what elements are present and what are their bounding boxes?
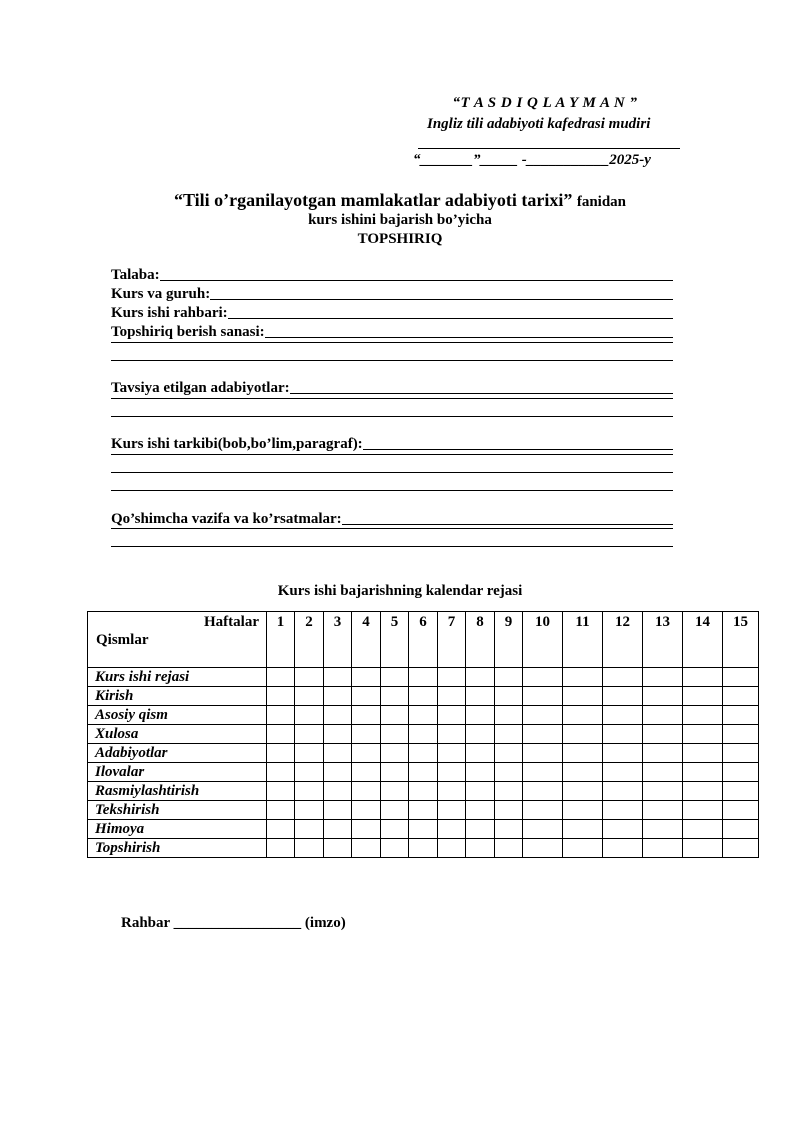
table-row: [88, 801, 759, 820]
schedule-cell[interactable]: [295, 744, 324, 763]
schedule-cell[interactable]: [643, 668, 683, 687]
schedule-cell[interactable]: [409, 763, 438, 782]
schedule-cell[interactable]: [723, 839, 759, 858]
schedule-cell[interactable]: [723, 763, 759, 782]
schedule-cell[interactable]: [438, 782, 466, 801]
schedule-cell[interactable]: [683, 687, 723, 706]
schedule-cell[interactable]: [409, 744, 438, 763]
approval-title: “T A S D I Q L A Y M A N ”: [452, 95, 638, 111]
schedule-cell[interactable]: [352, 820, 381, 839]
schedule-cell[interactable]: [723, 801, 759, 820]
blank-line[interactable]: [111, 490, 673, 491]
schedule-cell[interactable]: [495, 725, 523, 744]
schedule-cell[interactable]: [267, 782, 295, 801]
supervisor-signature: Rahbar _________________ (imzo): [121, 915, 346, 931]
schedule-cell[interactable]: [683, 839, 723, 858]
schedule-cell[interactable]: [352, 744, 381, 763]
schedule-cell[interactable]: [603, 668, 643, 687]
calendar-table: [87, 611, 759, 858]
week-header: 1: [267, 612, 295, 668]
schedule-cell[interactable]: [466, 725, 495, 744]
extra-label: Qo’shimcha vazifa va ko’rsatmalar:: [111, 511, 342, 527]
assign-date-label: Topshiriq berish sanasi:: [111, 324, 265, 340]
schedule-cell[interactable]: [563, 668, 603, 687]
schedule-cell[interactable]: [683, 801, 723, 820]
schedule-cell[interactable]: [603, 820, 643, 839]
schedule-cell[interactable]: [438, 839, 466, 858]
schedule-cell[interactable]: [495, 763, 523, 782]
schedule-cell[interactable]: [683, 744, 723, 763]
schedule-cell[interactable]: [523, 801, 563, 820]
schedule-cell[interactable]: [295, 820, 324, 839]
schedule-cell[interactable]: [563, 782, 603, 801]
schedule-cell[interactable]: [563, 801, 603, 820]
schedule-cell[interactable]: [352, 839, 381, 858]
table-row: [88, 744, 759, 763]
extra-line[interactable]: [342, 524, 673, 525]
schedule-cell[interactable]: [381, 801, 409, 820]
schedule-cell[interactable]: [267, 687, 295, 706]
approval-signature-line: [418, 133, 680, 149]
approval-position: Ingliz tili adabiyoti kafedrasi mudiri: [427, 116, 651, 132]
schedule-cell[interactable]: [352, 763, 381, 782]
schedule-cell[interactable]: [409, 706, 438, 725]
blank-line[interactable]: [111, 472, 673, 473]
week-header: 5: [381, 612, 409, 668]
schedule-cell[interactable]: [523, 782, 563, 801]
schedule-cell[interactable]: [324, 725, 352, 744]
week-header: 7: [438, 612, 466, 668]
week-header: 15: [723, 612, 759, 668]
week-header: 3: [324, 612, 352, 668]
schedule-cell[interactable]: [324, 744, 352, 763]
week-header: 12: [603, 612, 643, 668]
table-row: [88, 668, 759, 687]
schedule-cell[interactable]: [324, 763, 352, 782]
schedule-cell[interactable]: [466, 706, 495, 725]
schedule-cell[interactable]: [466, 744, 495, 763]
schedule-cell[interactable]: [438, 763, 466, 782]
schedule-cell[interactable]: [643, 763, 683, 782]
schedule-cell[interactable]: [723, 668, 759, 687]
part-name: Tekshirish: [88, 801, 267, 820]
part-name: Rasmiylashtirish: [88, 782, 267, 801]
literature-line[interactable]: [290, 393, 673, 394]
schedule-cell[interactable]: [267, 839, 295, 858]
part-name: Adabiyotlar: [88, 744, 267, 763]
schedule-cell[interactable]: [563, 687, 603, 706]
schedule-cell[interactable]: [295, 763, 324, 782]
schedule-cell[interactable]: [438, 706, 466, 725]
schedule-cell[interactable]: [295, 801, 324, 820]
part-name: Himoya: [88, 820, 267, 839]
schedule-cell[interactable]: [683, 725, 723, 744]
blank-line[interactable]: [111, 360, 673, 361]
schedule-cell[interactable]: [723, 687, 759, 706]
blank-line[interactable]: [111, 342, 673, 343]
schedule-cell[interactable]: [523, 687, 563, 706]
weeks-label: Haftalar: [204, 614, 259, 630]
schedule-cell[interactable]: [267, 763, 295, 782]
schedule-cell[interactable]: [352, 668, 381, 687]
table-row: [88, 839, 759, 858]
schedule-cell[interactable]: [267, 801, 295, 820]
schedule-cell[interactable]: [466, 687, 495, 706]
schedule-cell[interactable]: [438, 668, 466, 687]
schedule-cell[interactable]: [563, 820, 603, 839]
blank-line[interactable]: [111, 546, 673, 547]
supervisor-label: Kurs ishi rahbari:: [111, 305, 228, 321]
schedule-cell[interactable]: [267, 725, 295, 744]
document-title-main: “Tili o’rganilayotgan mamlakatlar adabiyoti tarixi”: [173, 190, 573, 210]
schedule-cell[interactable]: [352, 725, 381, 744]
schedule-cell[interactable]: [723, 725, 759, 744]
schedule-cell[interactable]: [324, 801, 352, 820]
week-header: 10: [523, 612, 563, 668]
course-group-field[interactable]: [111, 283, 673, 302]
schedule-cell[interactable]: [409, 801, 438, 820]
document-heading: TOPSHIRIQ: [357, 231, 443, 247]
schedule-cell[interactable]: [352, 687, 381, 706]
extra-field[interactable]: [111, 508, 673, 527]
schedule-cell[interactable]: [381, 687, 409, 706]
schedule-cell[interactable]: [381, 839, 409, 858]
student-field[interactable]: [111, 264, 673, 283]
week-header: 14: [683, 612, 723, 668]
schedule-cell[interactable]: [381, 706, 409, 725]
schedule-cell[interactable]: [683, 668, 723, 687]
schedule-cell[interactable]: [495, 687, 523, 706]
schedule-cell[interactable]: [723, 706, 759, 725]
schedule-cell[interactable]: [352, 801, 381, 820]
schedule-cell[interactable]: [603, 706, 643, 725]
schedule-cell[interactable]: [466, 839, 495, 858]
schedule-cell[interactable]: [723, 744, 759, 763]
schedule-cell[interactable]: [603, 839, 643, 858]
schedule-cell[interactable]: [466, 820, 495, 839]
schedule-cell[interactable]: [267, 820, 295, 839]
table-row: [88, 725, 759, 744]
document-title-suffix: fanidan: [576, 194, 627, 210]
schedule-cell[interactable]: [381, 744, 409, 763]
table-row: [88, 706, 759, 725]
structure-label: Kurs ishi tarkibi(bob,bo’lim,paragraf):: [111, 436, 363, 452]
schedule-cell[interactable]: [495, 801, 523, 820]
schedule-cell[interactable]: [295, 839, 324, 858]
schedule-cell[interactable]: [683, 706, 723, 725]
schedule-cell[interactable]: [295, 725, 324, 744]
schedule-cell[interactable]: [603, 763, 643, 782]
schedule-cell[interactable]: [603, 744, 643, 763]
blank-line[interactable]: [111, 416, 673, 417]
schedule-cell[interactable]: [643, 687, 683, 706]
schedule-cell[interactable]: [381, 763, 409, 782]
table-row: [88, 763, 759, 782]
schedule-cell[interactable]: [523, 839, 563, 858]
schedule-cell[interactable]: [324, 668, 352, 687]
structure-field[interactable]: [111, 433, 673, 452]
blank-line[interactable]: [111, 454, 673, 455]
calendar-title: Kurs ishi bajarishning kalendar rejasi: [277, 583, 523, 599]
schedule-cell[interactable]: [295, 706, 324, 725]
assign-date-line[interactable]: [265, 337, 673, 338]
schedule-cell[interactable]: [295, 687, 324, 706]
schedule-cell[interactable]: [295, 782, 324, 801]
course-group-line[interactable]: [210, 299, 673, 300]
schedule-cell[interactable]: [409, 839, 438, 858]
part-name: Ilovalar: [88, 763, 267, 782]
schedule-cell[interactable]: [466, 668, 495, 687]
schedule-cell[interactable]: [324, 706, 352, 725]
schedule-cell[interactable]: [523, 668, 563, 687]
schedule-cell[interactable]: [381, 820, 409, 839]
schedule-cell[interactable]: [409, 782, 438, 801]
schedule-cell[interactable]: [523, 725, 563, 744]
week-header: 13: [643, 612, 683, 668]
schedule-cell[interactable]: [603, 725, 643, 744]
schedule-cell[interactable]: [643, 839, 683, 858]
schedule-cell[interactable]: [267, 668, 295, 687]
blank-line[interactable]: [111, 528, 673, 529]
parts-label: Qismlar: [96, 632, 149, 648]
schedule-cell[interactable]: [324, 687, 352, 706]
schedule-cell[interactable]: [563, 839, 603, 858]
document-title: [0, 190, 800, 211]
table-row: [88, 687, 759, 706]
schedule-cell[interactable]: [563, 763, 603, 782]
table-row: [88, 820, 759, 839]
supervisor-line[interactable]: [228, 318, 673, 319]
schedule-cell[interactable]: [466, 763, 495, 782]
schedule-cell[interactable]: [324, 782, 352, 801]
schedule-cell[interactable]: [409, 668, 438, 687]
schedule-cell[interactable]: [523, 744, 563, 763]
literature-field[interactable]: [111, 377, 673, 396]
schedule-cell[interactable]: [563, 744, 603, 763]
schedule-cell[interactable]: [495, 839, 523, 858]
schedule-cell[interactable]: [603, 687, 643, 706]
schedule-cell[interactable]: [409, 820, 438, 839]
part-name: Topshirish: [88, 839, 267, 858]
schedule-cell[interactable]: [352, 782, 381, 801]
schedule-cell[interactable]: [495, 744, 523, 763]
week-header: 4: [352, 612, 381, 668]
blank-line[interactable]: [111, 398, 673, 399]
schedule-cell[interactable]: [603, 782, 643, 801]
schedule-cell[interactable]: [495, 668, 523, 687]
schedule-cell[interactable]: [381, 725, 409, 744]
schedule-cell[interactable]: [438, 744, 466, 763]
schedule-cell[interactable]: [267, 744, 295, 763]
student-label: Talaba:: [111, 267, 160, 283]
course-group-label: Kurs va guruh:: [111, 286, 211, 302]
schedule-cell[interactable]: [683, 763, 723, 782]
schedule-cell[interactable]: [523, 706, 563, 725]
week-header: 6: [409, 612, 438, 668]
schedule-cell[interactable]: [643, 782, 683, 801]
schedule-cell[interactable]: [723, 820, 759, 839]
part-name: Xulosa: [88, 725, 267, 744]
schedule-cell[interactable]: [643, 744, 683, 763]
week-header: 2: [295, 612, 324, 668]
schedule-cell[interactable]: [563, 725, 603, 744]
schedule-cell[interactable]: [723, 782, 759, 801]
approval-date-line: “_______”_____ -___________2025-y: [413, 152, 651, 168]
week-header: 9: [495, 612, 523, 668]
part-name: Kurs ishi rejasi: [88, 668, 267, 687]
schedule-cell[interactable]: [643, 820, 683, 839]
schedule-cell[interactable]: [409, 725, 438, 744]
schedule-cell[interactable]: [381, 668, 409, 687]
schedule-cell[interactable]: [267, 706, 295, 725]
table-row: [88, 782, 759, 801]
schedule-cell[interactable]: [643, 725, 683, 744]
schedule-cell[interactable]: [495, 782, 523, 801]
schedule-cell[interactable]: [563, 706, 603, 725]
schedule-cell[interactable]: [438, 820, 466, 839]
schedule-cell[interactable]: [324, 820, 352, 839]
structure-line[interactable]: [363, 449, 673, 450]
part-name: Kirish: [88, 687, 267, 706]
schedule-cell[interactable]: [324, 839, 352, 858]
part-name: Asosiy qism: [88, 706, 267, 725]
week-header: 11: [563, 612, 603, 668]
document-subtitle: kurs ishini bajarish bo’yicha: [308, 212, 492, 228]
schedule-cell[interactable]: [466, 782, 495, 801]
schedule-cell[interactable]: [438, 801, 466, 820]
schedule-cell[interactable]: [495, 706, 523, 725]
literature-label: Tavsiya etilgan adabiyotlar:: [111, 380, 290, 396]
schedule-cell[interactable]: [438, 725, 466, 744]
schedule-cell[interactable]: [643, 801, 683, 820]
supervisor-field[interactable]: [111, 302, 673, 321]
schedule-cell[interactable]: [683, 782, 723, 801]
schedule-cell[interactable]: [495, 820, 523, 839]
assign-date-field[interactable]: [111, 321, 673, 340]
student-line[interactable]: [160, 280, 673, 281]
week-header: 8: [466, 612, 495, 668]
schedule-cell[interactable]: [466, 801, 495, 820]
schedule-cell[interactable]: [683, 820, 723, 839]
schedule-cell[interactable]: [603, 801, 643, 820]
schedule-cell[interactable]: [523, 820, 563, 839]
schedule-cell[interactable]: [352, 706, 381, 725]
schedule-cell[interactable]: [438, 687, 466, 706]
schedule-cell[interactable]: [523, 763, 563, 782]
calendar-corner-cell: [88, 612, 267, 668]
schedule-cell[interactable]: [381, 782, 409, 801]
schedule-cell[interactable]: [295, 668, 324, 687]
schedule-cell[interactable]: [643, 706, 683, 725]
schedule-cell[interactable]: [409, 687, 438, 706]
